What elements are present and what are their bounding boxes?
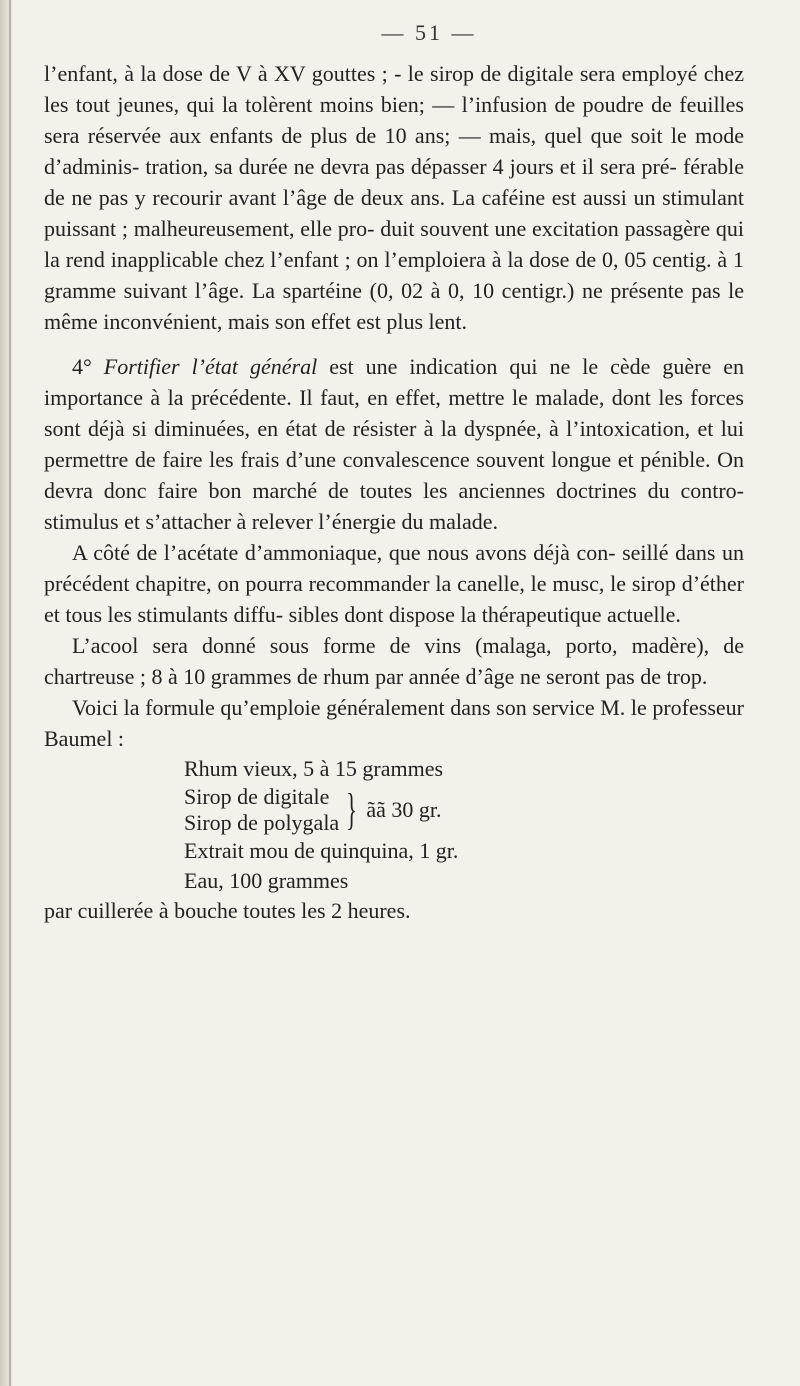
brace-symbol: } xyxy=(346,785,358,834)
paragraph-fortifier-text: est une indication qui ne le cède guère en importance à la précédente. Il faut, en effet, mettre le malade, dont les forces sont déjà si diminuées, en état de résister à la dyspnée, à l’intoxication, et lui permettre de faire les frais d’une convalescence souvent longue et pénible. On devra donc faire bon marché de toutes les anciennes doctrines du contro-stimulus et s’attacher à relever l’énergie du malade. xyxy=(44,354,744,534)
formula-brace-value: ãã 30 gr. xyxy=(366,797,442,822)
formula-line-quinquina: Extrait mou de quinquina, 1 gr. xyxy=(184,838,459,863)
formula-brace-group xyxy=(184,784,744,836)
page-binding-line xyxy=(9,0,11,1386)
section-heading-italic: Fortifier l’état général xyxy=(103,354,318,379)
page-binding-shadow xyxy=(0,0,14,1386)
document-page xyxy=(44,20,744,926)
paragraph-digitale-cafeine: l’enfant, à la dose de V à XV gouttes ; - le sirop de digitale sera employé chez les tout jeunes, qui la tolèrent moins bien; — l’infusion de poudre de feuilles sera réservée aux enfants de plus de 10 ans; — mais, quel que soit le mode d’adminis- tration, sa durée ne devra pas dépasser 4 jours et il sera pré- férable de ne pas y recourir avant l’âge de deux ans. La caféine est aussi un stimulant puissant ; malheureusement, elle pro- duit souvent une excitation passagère qui la rend inapplicable chez l’enfant ; on l’emploiera à la dose de 0, 05 centig. à 1 gramme suivant l’âge. La spartéine (0, 02 à 0, 10 centigr.) ne présente pas le même inconvénient, mais son effet est plus lent. xyxy=(44,61,744,334)
prescription-formula xyxy=(184,754,744,896)
paragraph-number: 4° xyxy=(72,354,104,379)
formula-line-polygala: Sirop de polygala xyxy=(184,810,340,835)
page-number: — 51 — xyxy=(381,20,477,45)
paragraph-fortifier xyxy=(44,351,744,537)
brace-items xyxy=(184,784,339,836)
paragraph-stimulants: A côté de l’acétate d’ammoniaque, que nous avons déjà con- seillé dans un précédent chapitre, on pourra recommander la canelle, le musc, le sirop d’éther et tous les stimulants diffu- sibles dont dispose la thérapeutique actuelle. xyxy=(44,540,744,627)
formula-line-digitale: Sirop de digitale xyxy=(184,784,330,809)
formula-line-eau: Eau, 100 grammes xyxy=(184,868,349,893)
paragraph-alcool: L’acool sera donné sous forme de vins (malaga, porto, madère), de chartreuse ; 8 à 10 grammes de rhum par année d’âge ne seront pas de trop. xyxy=(44,633,744,689)
paragraph-formule-intro: Voici la formule qu’emploie généralement dans son service M. le professeur Baumel : xyxy=(44,695,744,751)
formula-closing: par cuillerée à bouche toutes les 2 heures. xyxy=(44,898,411,923)
formula-line-rhum: Rhum vieux, 5 à 15 grammes xyxy=(184,756,444,781)
